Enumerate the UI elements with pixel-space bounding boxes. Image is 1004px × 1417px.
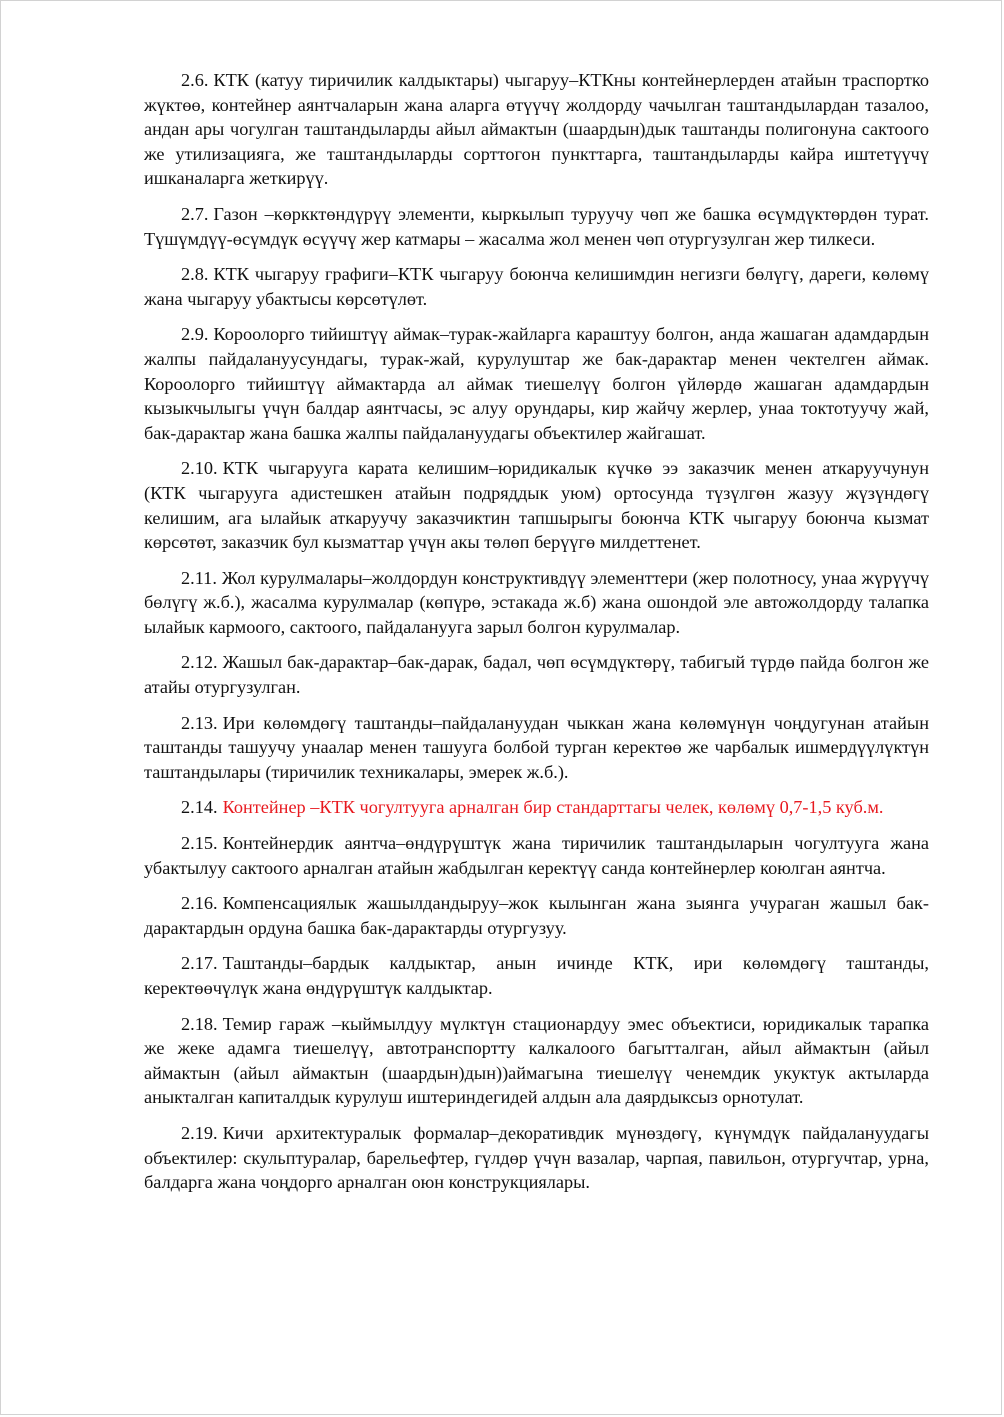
paragraph-text: КТК чыгарууга карата келишим–юридикалык күчкө ээ заказчик менен аткаруучунун (КТК чыгарууга адистешкен атайын подряддык уюм) ортосунда түзүлгөн жазуу жүзүндөгү келишим, ага ылайык аткаруучу заказчиктин тапшырыгы боюнча КТК чыгаруу боюнча кызмат көрсөтөт, заказчик бул кызматтар үчүн акы төлөп берүүгө милдеттенет. <box>144 458 929 553</box>
definition-paragraph-2-11 <box>144 566 929 640</box>
paragraph-number: 2.19. <box>181 1122 218 1143</box>
paragraph-number: 2.16. <box>181 893 218 914</box>
paragraph-text: Кичи архитектуралык формалар–декоративдик мүнөздөгү, күнүмдүк пайдалануудагы объектилер: скульптуралар, барельефтер, гүлдөр үчүн вазалар, чарпая, павильон, отургучтар, урна, балдарга жана чоңдорго арналган оюн конструкциялары. <box>144 1122 929 1193</box>
definition-paragraph-2-14 <box>144 795 929 820</box>
definition-paragraph-2-6 <box>144 68 929 191</box>
paragraph-text-highlighted: Контейнер –КТК чогултууга арналган бир стандарттагы челек, көлөмү 0,7-1,5 куб.м. <box>222 797 884 818</box>
definition-paragraph-2-16 <box>144 891 929 940</box>
paragraph-text: Жол курулмалары–жолдордун конструктивдүү элементтери (жер полотносу, унаа жүрүүчү бөлүгү ж.б.), жасалма курулмалар (көпүрө, эстакада ж.б) жана ошондой эле автожолдорду талапка ылайык кармоого, сактоого, пайдаланууга зарыл болгон курулмалар. <box>144 567 929 637</box>
paragraph-number: 2.10. <box>181 458 218 479</box>
paragraph-number: 2.9. <box>181 324 209 345</box>
paragraph-text: Короолорго тийиштүү аймак–турак-жайларга караштуу болгон, анда жашаган адамдардын жалпы пайдалануусундагы, турак-жай, курулуштар же бак-дарактар менен чектелген аймак. Короолорго тийиштүү аймактарда ал аймак тиешелүү болгон үйлөрдө жашаган адамдардын кызыкчылыгы үчүн балдар аянтчасы, эс алуу орундары, кир жайчу жерлер, унаа токтотуучу жай, бак-дарактар жана башка жалпы пайдалануудагы объектилер жайгашат. <box>144 324 929 443</box>
paragraph-text: Газон –көркктөндүрүү элементи, кыркылып туруучу чөп же башка өсүмдүктөрдөн турат. Түшүмдүү-өсүмдүк өсүүчү жер катмары – жасалма жол менен чөп отургузулган жер тилкеси. <box>144 203 929 249</box>
definition-paragraph-2-13 <box>144 711 929 785</box>
definition-paragraph-2-18 <box>144 1012 929 1110</box>
paragraph-number: 2.7. <box>181 203 209 224</box>
paragraph-number: 2.11. <box>181 567 217 588</box>
definition-paragraph-2-15 <box>144 831 929 880</box>
paragraph-number: 2.6. <box>181 70 209 90</box>
document-body <box>144 68 929 1206</box>
definition-paragraph-2-8 <box>144 262 929 311</box>
definition-paragraph-2-10 <box>144 456 929 554</box>
definition-paragraph-2-17 <box>144 951 929 1000</box>
definition-paragraph-2-7 <box>144 202 929 251</box>
paragraph-number: 2.12. <box>181 652 218 673</box>
paragraph-number: 2.18. <box>181 1013 218 1034</box>
paragraph-text: Ири көлөмдөгү таштанды–пайдалануудан чыккан жана көлөмүнүн чоңдугунан атайын таштанды ташуучу унаалар менен ташууга болбой турган керектөө же чарбалык ишмердүүлүктүн таштандылары (тиричилик техникалары, эмерек ж.б.). <box>144 712 929 782</box>
paragraph-text: Темир гараж –кыймылдуу мүлктүн стационардуу эмес объектиси, юридикалык тарапка же жеке адамга тиешелүү, автотранспортту калкалоого багытталган, айыл аймактын (айыл аймактын (айыл аймактын (шаардын)дын))аймагына тиешелүү ченемдик укуктук актыларда аныкталган капиталдык курулуш иштериндегидей алдын ала даярдыксыз орнотулат. <box>144 1013 929 1108</box>
paragraph-text: Контейнердик аянтча–өндүрүштүк жана тиричилик таштандыларын чогултууга жана убактылуу сактоого арналган атайын жабдылган керектүү санда контейнерлер коюлган аянтча. <box>144 833 929 878</box>
definition-paragraph-2-9 <box>144 322 929 445</box>
definition-paragraph-2-12 <box>144 650 929 699</box>
paragraph-text: Компенсациялык жашылдандыруу–жок кылынган жана зыянга учураган жашыл бак-дарактардын ордуна башка бак-дарактарды отургузуу. <box>144 893 929 938</box>
paragraph-text: КТК (катуу тиричилик калдыктары) чыгаруу–КТКны контейнерлерден атайын траспортко жүктөө, контейнер аянтчаларын жана аларга өтүүчү жолдорду чачылган таштандылардан тазалоо, андан ары чогулган таштандыларды айыл аймактын (шаардын)дык таштанды полигонуна сактоого же утилизацияга, же таштандыларды сорттогон пункттарга, таштандыларды кайра иштетүүчү ишканаларга жеткирүү. <box>144 70 929 189</box>
paragraph-number: 2.15. <box>181 833 218 854</box>
paragraph-text: КТК чыгаруу графиги–КТК чыгаруу боюнча келишимдин негизги бөлүгү, дареги, көлөмү жана чыгаруу убактысы көрсөтүлөт. <box>144 264 929 309</box>
paragraph-number: 2.14. <box>181 797 218 818</box>
paragraph-number: 2.8. <box>181 264 209 285</box>
definition-paragraph-2-19 <box>144 1121 929 1195</box>
paragraph-text: Таштанды–бардык калдыктар, анын ичинде КТК, ири көлөмдөгү таштанды, керектөөчүлүк жана өндүрүштүк калдыктар. <box>144 953 929 998</box>
paragraph-text: Жашыл бак-дарактар–бак-дарак, бадал, чөп өсүмдүктөрү, табигый түрдө пайда болгон же атайы отургузулган. <box>144 652 929 698</box>
paragraph-number: 2.13. <box>181 712 218 733</box>
paragraph-number: 2.17. <box>181 953 218 974</box>
